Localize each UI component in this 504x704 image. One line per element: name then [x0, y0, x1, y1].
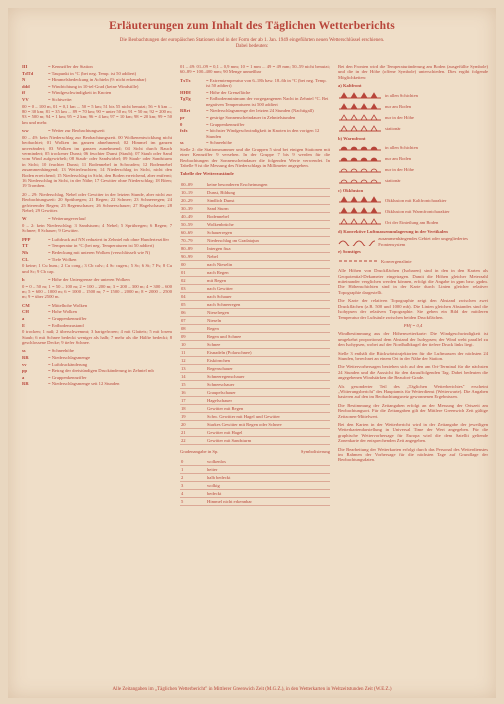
table-row: [180, 268, 330, 276]
occlusion-title: c) Okklusion: [338, 188, 364, 194]
legend-row: [22, 368, 172, 373]
legend-row: [180, 122, 330, 127]
right-paragraph-4: Windbestimmung aus der Höhenwetterkarte: Die Windgeschwindigkeit ist umgekehrt proportional dem Abstand der Isohypsen; der Wind weht parallel zu den Isohypsen, wobei auf der Nordhalbkugel der tiefere Druck links liegt.: [338, 331, 488, 348]
table-row: [180, 372, 330, 380]
table-row: [180, 412, 330, 420]
legend-row: [22, 250, 172, 255]
table-text: mit Regen: [206, 276, 330, 284]
warm-front-symbol-icon: [338, 144, 382, 152]
left-items-2: [22, 237, 172, 262]
table-code: 50–59: [180, 220, 206, 228]
front-row: [338, 114, 488, 122]
table-code: 21: [180, 428, 206, 436]
table-text: Schneeschauer: [206, 380, 330, 388]
table-text: Eisnadeln (Polarschnee): [206, 348, 330, 356]
warm-front-symbol-icon: [338, 166, 382, 174]
legend-row: [180, 108, 330, 113]
ww-label: = Wetter zur Beobachtungszeit: [48, 128, 105, 134]
table-row: [180, 181, 330, 189]
legend-text: = Gruppenkennziffer: [48, 374, 87, 380]
W-label: = Wetterungeverlauf: [48, 216, 86, 222]
legend-row: [180, 96, 330, 107]
legend-symbol: CH: [22, 309, 29, 315]
table-text: Gewitter mit Regen: [206, 404, 330, 412]
table-code: 22: [180, 436, 206, 444]
table-code: 5: [180, 498, 206, 506]
legend-row: [22, 237, 172, 242]
table-code: 12: [180, 356, 206, 364]
legend-symbol: N: [22, 77, 26, 83]
table-code: 17: [180, 396, 206, 404]
table-code: 05: [180, 300, 206, 308]
right-paragraph-3: Die Karte der relativen Topographie zeigt den Abstand zwischen zwei Druckflächen (z.B. 500 und 1000 mb). Die Linien gleichen Abstandes sind die Isohypsen der relativen Topographie. Sie geben ein Bild der mittleren Temperatur der Luftsäule zwischen beiden Druckflächen.: [338, 298, 488, 320]
table-text: nach Schneeregen: [206, 300, 330, 308]
legend-header: [180, 449, 330, 454]
legend-text: = Erdbodenminimum der vorgegangenen Nacht in Zehntel °C. Bei negativen Temperaturen ist 500 addiert: [206, 96, 329, 107]
table-text: Wolkenbrüche: [206, 220, 330, 228]
table-row: [180, 474, 330, 482]
legend-text: = Höhe der Grenzfläche: [206, 89, 251, 95]
table-text: nach Gewitter: [206, 284, 330, 292]
convergence-row: [338, 257, 488, 265]
cold-front-symbol-icon: [338, 207, 382, 215]
table-row: [180, 466, 330, 474]
table-text: Nieselregen: [206, 308, 330, 316]
table-code: 09: [180, 332, 206, 340]
legend-symbol: a: [22, 374, 25, 380]
legend-symbol: vv: [22, 361, 27, 367]
front-row: [338, 144, 488, 152]
table-row: [180, 236, 330, 244]
table-row: [180, 364, 330, 372]
legend-text: = Betrag der dreistündigen Druckänderung in Zehntel mb: [48, 368, 154, 374]
table-row: [180, 436, 330, 444]
front-label: nur am Boden: [385, 103, 412, 109]
legend-row: [180, 140, 330, 145]
table-row: [180, 404, 330, 412]
ww-symbol: ww: [22, 128, 29, 134]
table-text: Sindlich Dunst: [206, 196, 330, 204]
warm-front-symbol-icon: [338, 155, 382, 163]
W-codes: 0 – 2: kein Niederschlag; 3 Sandsturm; 4 Nebel; 5 Sprühregen; 6 Regen; 7 Schnee; 8 Schauer; 9 Gewitter.: [22, 223, 172, 234]
legend-symbol: TgTg: [180, 96, 191, 102]
front-row: [338, 155, 488, 163]
table-text: bedeckt: [206, 490, 330, 498]
table-text: Schauerregen: [206, 228, 330, 236]
front-label: nur am Boden: [385, 156, 412, 162]
legend-text: = Niederschlagsmenge der letzten 24 Stunden (Nachtigall): [206, 108, 314, 114]
misc-title: e) Sonstiges: [338, 248, 361, 254]
legend-row: [22, 64, 172, 69]
legend-symbol: ff: [22, 90, 26, 96]
weather-codes-1: 00 – 49: kein Niederschlag zur Beobachtungszeit. 00 Wolkenentwicklung nicht beobachtet; 01 Wolken im ganzen abnehmend; 02 Himmel im ganzen unverändert; 03 Wolken im ganzen zunehmend; 04 Sicht durch Rauch vermindert; 05 trockener Dunst; 06 feuchter Dunst (Staub); 07 Staub oder Sand vom Wind aufgewirbelt; 08 Staub- oder Sandwirbel; 09 Staub- oder Sandsturm in Sicht; 10 feuchter Dunst; 11 Bodennebel in Schwaden; 12 Bodennebel zusammenhängend; 13 Wetterleuchten; 14 Niederschlag in Sicht, nicht den Boden erreichend; 15 Niederschlag in Sicht, den Boden erreichend, aber entfernt; 16 Niederschlag in Sicht, in der Nähe; 17 Gewitter ohne Niederschlag; 18 Böen; 19 Tromben.: [22, 134, 172, 189]
table-code: 04: [180, 292, 206, 300]
legend-text: = Kennziffer der Station: [48, 64, 93, 69]
legend-row: [22, 381, 172, 386]
front-label: Ort der Einteilung am Boden: [385, 219, 439, 225]
front-row: [338, 166, 488, 174]
table-text: Schw. Gewitter mit Hagel und Gewitter: [206, 412, 330, 420]
middle-column: [180, 64, 330, 510]
table-row: [180, 244, 330, 252]
table-row: [180, 228, 330, 236]
table-code: 15: [180, 380, 206, 388]
table-text: Eiskörnchen: [206, 356, 330, 364]
table-code: 02: [180, 276, 206, 284]
visibility-codes: 00 = 0 – 100 m, 01 = 0,1 km ... 50 = 5 km; 51 bis 55 nicht benutzt; 56 = 6 km ... 80 = 30 km; 81 = 35 km ... 89 = 70 km; 90 = unter 50 m; 91 = 50 m; 92 = 200 m; 93 = 500 m; 94 = 1 km; 95 = 2 km; 96 = 4 km; 97 = 10 km; 98 = 20 km; 99 = 50 km und mehr.: [22, 103, 172, 125]
warm-front-list: [338, 144, 488, 185]
table-row: [180, 332, 330, 340]
table-row: [180, 340, 330, 348]
left-items-5: [22, 348, 172, 386]
table-text: Graupelschauer: [206, 388, 330, 396]
table-row: [180, 196, 330, 204]
left-items: [22, 64, 172, 102]
table-code: 20–29: [180, 196, 206, 204]
left-column: [22, 64, 172, 388]
legend-row: [22, 90, 172, 95]
table-code: 08: [180, 324, 206, 332]
legend-row: [22, 348, 172, 353]
front-label: stationär: [385, 178, 401, 184]
table-code: 20: [180, 420, 206, 428]
legend-symbol: CL: [22, 256, 29, 262]
cold-front-symbol-icon: [338, 218, 382, 226]
legend-text: = Tiefe Wolken: [48, 256, 77, 262]
legend-text: = Luftdruck auf NN reduziert in Zehntel mb ohne Hunderterziffer: [48, 236, 170, 242]
table-row: [180, 324, 330, 332]
legend-row: [22, 323, 172, 328]
legend-symbol: fxfx: [180, 128, 188, 134]
table-row: [180, 252, 330, 260]
legend-symbol: TxTx: [180, 77, 191, 83]
right-paragraph-2: Alle Höhen von Druckflächen (Isobaren) sind in den in den Karten als Geopotential-Dekameter eingetragen. Damit die Höhen gleicher Meterzahl miteinander verglichen werden können, erfolgt die Angabe in gpm bzw. gpdm. Die Höhenschichten sind in der Karte durch Linien gleicher relativer Topographie dargestellt.: [338, 268, 488, 295]
legend-text: = Erdbodenzustand: [48, 322, 84, 328]
table-text: Regen: [206, 324, 330, 332]
subtitle-line-1: Die Beobachtungen der europäischen Stationen sind in der Form der ab 1. Jan. 1949 eingeführten neuen Wetterschlüssel erschienen.: [119, 38, 385, 43]
front-row: [338, 196, 488, 204]
table-row: [180, 428, 330, 436]
table-row: [180, 188, 330, 196]
table-text: Niederschlag ım Gradatajun: [206, 236, 330, 244]
legend-row: [22, 303, 172, 308]
front-row: [338, 177, 488, 185]
cold-front-title: a) Kaltfront: [338, 83, 362, 89]
table-row: [180, 316, 330, 324]
table-code: 10–19: [180, 188, 206, 196]
table-text: Gewitter mit Hagel: [206, 428, 330, 436]
right-column: [338, 64, 488, 466]
legend-text: = Gruppenkennziffer: [48, 316, 87, 322]
convection-title: d) Konvektive Luftmassenumlagerung in der Vertikalen: [338, 229, 448, 235]
legend-symbol: pp: [22, 368, 28, 374]
table-row: [180, 420, 330, 428]
legend-row: [22, 375, 172, 380]
table-text: Nieseln: [206, 316, 330, 324]
table-code: 06: [180, 308, 206, 316]
cl-codes: 0 keine; 1 Cu hum.; 2 Cu cong.; 3 Cb calv.; 4 Sc cugen.; 5 Sc; 6 St; 7 Fs; 8 Cu und Sc; 9 Cb cap.: [22, 263, 172, 274]
legend-symbol: pr: [180, 115, 185, 120]
table-code: 00–09: [180, 181, 206, 189]
front-label: stationär: [385, 125, 401, 131]
table-row: [180, 220, 330, 228]
legend-row: [22, 77, 172, 82]
front-row: [338, 207, 488, 215]
cold-front-symbol-icon: [338, 125, 382, 133]
convection-text: zusammenhängendes Gebiet oder ungegliedertes Frontensystem: [378, 236, 468, 247]
legend-text: = Niederschlagsmenge: [48, 355, 91, 361]
table-code: 07: [180, 316, 206, 324]
legend-text: = Schneehöhe: [48, 348, 74, 354]
legend-symbol: TdTd: [22, 70, 34, 76]
table-code: 60–69: [180, 228, 206, 236]
right-paragraph-8: Die Bestimmung der Zeitangaben erfolgt an der Messung der Ortszeit am Beobachtungsort. Für die Zeitangaben gilt der Mittlere Greenwich Zeit gültige Zeitzonen-Mittelwert.: [338, 402, 488, 419]
cold-front-symbol-icon: [338, 114, 382, 122]
table-code: 01: [180, 268, 206, 276]
legend-row: [22, 257, 172, 262]
convection-row: [338, 238, 488, 246]
legend-symbol: HHH: [180, 89, 191, 95]
legend-row: [22, 71, 172, 76]
W-symbol: W: [22, 216, 27, 222]
front-label: in allen Schichten: [385, 145, 418, 151]
table-text: wolkig: [206, 482, 330, 490]
legend-text: = Windrichtung in 10-tel-Grad (keine Windstille): [48, 83, 139, 89]
front-label: in allen Schichten: [385, 92, 418, 98]
table-code: 4: [180, 490, 206, 498]
table-code: 90–99: [180, 252, 206, 260]
table-text: nach Nieselin: [206, 260, 330, 268]
legend-text: = Himmelsbedeckung in Achteln (9: nicht erkennbar): [48, 77, 147, 83]
table-text: Gewitter mit Sandsturm: [206, 436, 330, 444]
table-text: Sand Sturm: [206, 204, 330, 212]
legend-symbol: 0: [180, 121, 183, 127]
legend-text: = Niederschlagsmenge seit 12 Stunden: [48, 381, 120, 387]
front-row: [338, 125, 488, 133]
cold-front-symbol-icon: [338, 196, 382, 204]
table-row: [180, 284, 330, 292]
table-code: 03: [180, 284, 206, 292]
legend-row: [180, 115, 330, 120]
table-code: 40–49: [180, 212, 206, 220]
legend-text: = höchster Windgeschwindigkeit in Knoten in den vorigen 12 Stunden: [206, 128, 320, 139]
table-code: 30–39: [180, 204, 206, 212]
rr-codes: 01 – 49: 01–09 = 0,1 – 0,9 mm; 10 = 1 mm ... 49 = 49 mm; 50–59 nicht benutzt; 60–89 = 100–400 mm; 90 Menge unmeßbar: [180, 64, 330, 75]
document-page: [8, 8, 496, 698]
front-row: [338, 92, 488, 100]
occlusion-list: [338, 196, 488, 226]
legend-symbol: ddd: [22, 83, 30, 89]
front-label: nur in der Höhe: [385, 167, 414, 173]
legend-row: [22, 277, 172, 282]
legend-text: = Mittelhohe Wolken: [48, 302, 88, 308]
table-code: 11: [180, 348, 206, 356]
legend-row: [22, 84, 172, 89]
table-text: Schneeregenschauer: [206, 372, 330, 380]
legend-text: = Temperatur in °C (bei neg. Temperaturen ist 50 addiert): [48, 243, 154, 249]
table-text: Intergen ftua: [206, 244, 330, 252]
table-code: 2: [180, 474, 206, 482]
W-row: [22, 216, 172, 221]
table-text: nach Schauer: [206, 292, 330, 300]
legend-text: = Höhe der Untergrenze der unteren Wolken: [48, 277, 130, 283]
document-subtitle: [48, 38, 456, 50]
table-code: 18: [180, 404, 206, 412]
convergence-text: Konvergenzlinie: [381, 258, 412, 264]
mid-items: [180, 78, 330, 146]
table-code: 0: [180, 458, 206, 466]
left-items-4: [22, 303, 172, 328]
right-paragraph-10: Die Bearbeitung der Wetterkarten erfolgt durch das Personal des Wetterdienstes im Rahmen der Vorhersage für die nächsten Tage auf Grundlage der Beobachtungsdaten.: [338, 446, 488, 463]
table-text: Regen und Schnee: [206, 332, 330, 340]
legend-text: = Windgeschwindigkeit in Knoten: [48, 90, 112, 96]
weather-table: [180, 181, 330, 445]
front-row: [338, 103, 488, 111]
legend-symbol: CM: [22, 302, 30, 308]
table-code: 3: [180, 482, 206, 490]
table-row: [180, 356, 330, 364]
legend-row: [180, 78, 330, 89]
table-text: heiter: [206, 466, 330, 474]
legend-symbol: PPP: [22, 236, 31, 242]
legend-row: [22, 243, 172, 248]
table-text: halb bedeckt: [206, 474, 330, 482]
table-row: [180, 396, 330, 404]
table-text: Dunst, Bildung: [206, 188, 330, 196]
legend-symbol: a: [22, 316, 25, 322]
left-items-3: [22, 277, 172, 282]
legend-text: = Hohe Wolken: [48, 309, 77, 315]
table-row: [180, 212, 330, 220]
table-text: nach Regen: [206, 268, 330, 276]
legend-symbol: E: [22, 322, 26, 328]
warm-front-symbol-icon: [338, 177, 382, 185]
table-row: [180, 300, 330, 308]
right-paragraph-7: Als gesonderter Teil des „Täglichen Wetterberichtes" erscheint „Witterungsbericht" des Hauptamts für Wetterdienst (Wetterwarte). Die Angaben basieren auf den im Beobachtungsnetz gewonnenen Ergebnissen.: [338, 383, 488, 400]
table-code: 1: [180, 466, 206, 474]
subtitle-line-2: Dabei bedeuten:: [235, 44, 269, 49]
right-paragraph-6: Die Wettervorhersagen beziehen sich auf den am Ort-Terminal für die nächsten 24 Stunden und die Aussicht für den darauffolgenden Tag. Dabei bedeuten die angegebenen Windstärken die Beaufort-Grade.: [338, 364, 488, 381]
table-code: 70–79: [180, 236, 206, 244]
weather-table-title: Tabelle der Wetterzustände: [180, 171, 234, 177]
legend-text: = Taupunkt in °C (bei neg. Temp. ist 50 addiert): [48, 70, 137, 76]
ww-row: [22, 128, 172, 133]
legend-text: = Extremtemperatur von 6–18h bzw. 18–6h in °C (bei neg. Temp. ist 50 addiert): [206, 77, 327, 89]
table-code: 80–89: [180, 244, 206, 252]
front-label: nur in der Höhe: [385, 114, 414, 120]
legend-symbol: Nh: [22, 250, 28, 256]
table-row: [180, 490, 330, 498]
cold-front-symbol-icon: [338, 103, 382, 111]
table-row: [180, 308, 330, 316]
legend-row: [180, 90, 330, 95]
table-code: 19: [180, 412, 206, 420]
right-paragraph-5: Stelle 3 enthält die Rückwärtstrajektorien für die Luftmassen der nächsten 24 Stunden, berechnet an einem Ort in der Nähe der Station.: [338, 350, 488, 361]
table-text: Regenschauer: [206, 364, 330, 372]
legend-row: [22, 362, 172, 367]
document-title: Erläuterungen zum Inhalt des Täglichen Wetterberichts: [109, 20, 395, 32]
mid-paragraph: Stelle 2: die Stationsnummer und die Gruppen 5 sind bei einigen Stationen mit einer Kennziffer 9 versehen. In der Gruppe 7 bis 9 werden für die Beobachtungen der Sonnenscheindauer die folgenden Werte verwendet. In Tabelle 9 ist die Messung des Niederschlags in Millimeter angegeben.: [180, 146, 330, 168]
fronts-intro: Bei den Fronten wird die Temperaturänderung am Boden (ausgefüllte Symbole) und die in der Höhe (offene Symbole) unterschieden. Dies ergibt folgende Möglichkeiten:: [338, 64, 488, 80]
table-text: Bodennebel: [206, 212, 330, 220]
convection-front-icon: [338, 238, 375, 246]
table-row: [180, 276, 330, 284]
legend-text: = Schneehöhe: [206, 140, 232, 146]
table-row: [180, 388, 330, 396]
legend-right-title: Symbolisierung: [300, 448, 330, 454]
warm-front-title: b) Warmfront: [338, 135, 366, 141]
table-text: wolkenlos: [206, 458, 330, 466]
table-text: Schnee: [206, 340, 330, 348]
legend-title: Gradenangabe in Sp.: [180, 448, 219, 454]
weather-codes-2: 20 – 29: Niederschlag, Nebel oder Gewitter in der letzten Stunde, aber nicht zur Beobachtungszeit: 20 Sprühregen; 21 Regen; 22 Schnee; 23 Schneeregen; 24 gefrierender Regen; 25 Regenschauer; 26 Schneeschauer; 27 Hagelschauer; 28 Nebel; 29 Gewitter.: [22, 191, 172, 214]
table-row: [180, 380, 330, 388]
legend-text: = Sichtweite:: [48, 96, 73, 102]
table-row: [180, 204, 330, 212]
document-footer: Alle Zeitangaben im „Täglichen Wetterbericht" in Mittlerer Greenwich Zeit (M.G.Z.), in den Wetterkarten in Weltzeitstunden Zeit (W.E.Z.): [112, 687, 392, 692]
legend-text: = Gruppenkennziffer: [206, 121, 245, 127]
E-codes: 0 trocken; 1 naß; 2 überschwemmt; 3 hartgefroren; 4 mit Glatteis; 5 mit losem Staub; 6 mit Schnee bedeckt weniger als halb; 7 mehr als die Hälfte bedeckt; 8 geschlossene Decke; 9 tiefer Schnee.: [22, 329, 172, 346]
table-row: [180, 458, 330, 466]
front-row: [338, 218, 488, 226]
table-row: [180, 498, 330, 506]
table-code: 14: [180, 372, 206, 380]
table-row: [180, 482, 330, 490]
legend-symbol: VV: [22, 96, 29, 102]
table-row: [180, 292, 330, 300]
table-text: Starkes Gewitter mit Regen oder Schnee: [206, 420, 330, 428]
table-text: Himmel nicht erkennbar: [206, 498, 330, 506]
legend-symbol: TT: [22, 243, 29, 249]
cold-front-list: [338, 92, 488, 133]
table-code: 13: [180, 364, 206, 372]
legend-row: [22, 97, 172, 102]
legend-symbol: h: [22, 277, 25, 283]
legend-text: = Bedeckung mit unteren Wolken (verschlüsselt wie N): [48, 250, 151, 256]
cloud-legend-table: [180, 458, 330, 506]
formula: PHf = 0,4: [403, 322, 423, 328]
front-label: Okklusion mit Warmfrontcharakter: [385, 208, 450, 214]
legend-text: = gestrige Sonnenscheindauer in Zehntelstunden: [206, 115, 296, 120]
legend-row: [22, 355, 172, 360]
legend-symbol: RRrt: [180, 108, 191, 114]
legend-row: [180, 128, 330, 139]
front-label: Okklusion mit Kaltfrontcharakter: [385, 197, 447, 203]
legend-symbol: RR: [22, 381, 29, 387]
legend-symbol: ss: [180, 140, 184, 146]
legend-row: [22, 316, 172, 321]
table-code: 10: [180, 340, 206, 348]
legend-symbol: III: [22, 64, 28, 69]
right-paragraph-9: Bei den Karten in der Wetterbericht wird in der Zeitangabe der jeweiligen Wetterkartendarstellung in Universal Time der Wert angegeben. Für die graphische Wettervorhersage für Europa wird die dem Satellit geltende Zonenkarte der entsprechenden Zeit angegeben.: [338, 422, 488, 444]
cold-front-symbol-icon: [338, 92, 382, 100]
legend-symbol: ss: [22, 348, 26, 354]
table-text: Hagelschauer: [206, 396, 330, 404]
h-codes: 0 = 0 – 50 m; 1 = 50 – 100 m; 2 = 100 – 200 m; 3 = 200 – 300 m; 4 = 300 – 600 m; 5 = 600 – 1000 m; 6 = 1000 – 1500 m; 7 = 1500 – 2000 m; 8 = 2000 – 2500 m; 9 = über 2500 m.: [22, 283, 172, 300]
table-row: [180, 348, 330, 356]
table-code: 00: [180, 260, 206, 268]
convergence-line-icon: [338, 257, 378, 265]
table-text: keine besonderen Erscheinungen: [206, 181, 330, 189]
legend-row: [22, 309, 172, 314]
table-text: Nebel: [206, 252, 330, 260]
legend-text: = Luftdruckänderung: [48, 361, 88, 367]
table-code: 16: [180, 388, 206, 396]
legend-symbol: RR: [22, 355, 29, 361]
table-row: [180, 260, 330, 268]
